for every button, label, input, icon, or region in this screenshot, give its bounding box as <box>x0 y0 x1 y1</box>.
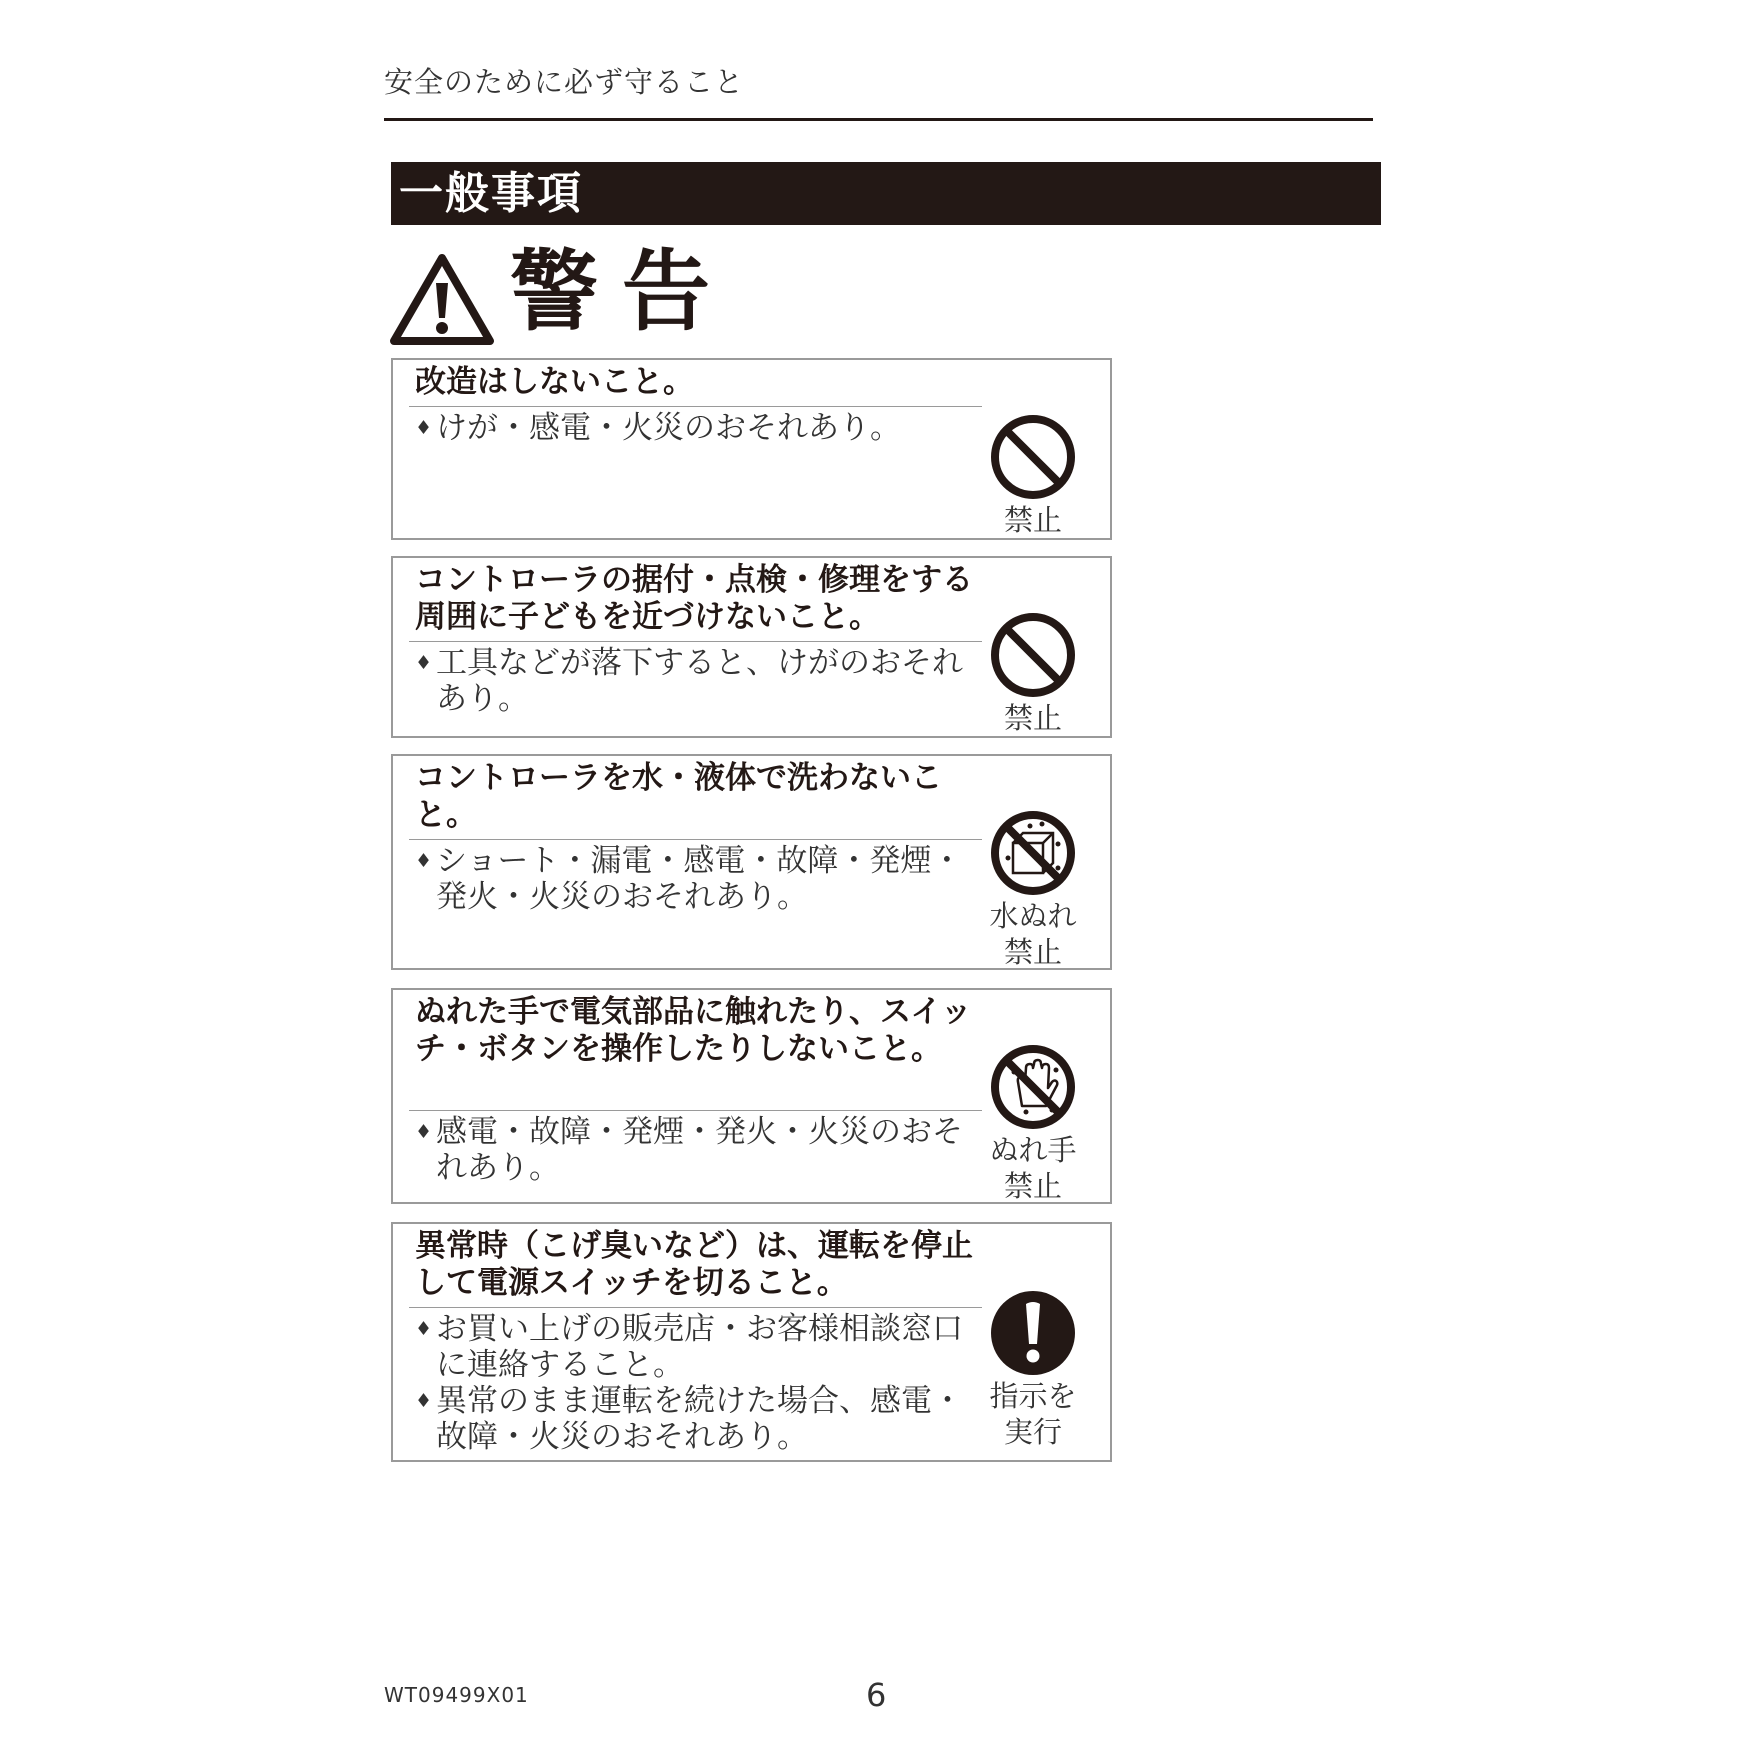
page-header: 安全のために必ず守ること <box>384 65 745 99</box>
document-code: WT09499X01 <box>384 1683 529 1707</box>
no-water-icon <box>990 810 1076 896</box>
symbol-caption: 水ぬれ 禁止 <box>989 899 1077 969</box>
warning-item <box>391 754 1112 970</box>
symbol <box>973 1290 1093 1450</box>
item-title: 改造はしないこと。 <box>415 364 694 400</box>
bullet-item: ♦ 感電・故障・発煙・発火・火災のおそれあり。 <box>415 1114 985 1186</box>
item-divider <box>409 641 982 642</box>
item-bullets <box>415 1311 985 1455</box>
section-bar <box>391 162 1381 225</box>
symbol-caption: 禁止 <box>1003 503 1062 537</box>
item-title: 異常時（こげ臭いなど）は、運転を停止して電源スイッチを切ること。 <box>415 1228 973 1301</box>
item-divider <box>409 1307 982 1308</box>
warning-label: 警告 <box>510 240 735 343</box>
item-bullets <box>415 843 985 915</box>
item-bullets <box>415 1114 985 1186</box>
warning-heading <box>386 240 786 348</box>
page-number: 6 <box>866 1676 887 1714</box>
prohibition-icon <box>990 612 1076 698</box>
item-divider <box>409 1110 982 1111</box>
warning-triangle-icon <box>388 252 496 348</box>
bullet-item: ♦ ショート・漏電・感電・故障・発煙・発火・火災のおそれあり。 <box>415 843 985 915</box>
item-title: コントローラの据付・点検・修理をする周囲に子どもを近づけないこと。 <box>415 562 973 635</box>
warning-item <box>391 1222 1112 1462</box>
bullet-item: ♦ お買い上げの販売店・お客様相談窓口に連絡すること。 <box>415 1311 985 1383</box>
item-bullets <box>415 645 985 717</box>
bullet-item: ♦ 工具などが落下すると、けがのおそれあり。 <box>415 645 985 717</box>
section-title: 一般事項 <box>399 168 583 219</box>
warning-item <box>391 358 1112 540</box>
item-title: ぬれた手で電気部品に触れたり、スイッチ・ボタンを操作したりしないこと。 <box>415 994 972 1067</box>
symbol-caption: 禁止 <box>1003 701 1062 735</box>
symbol <box>973 612 1093 736</box>
header-rule <box>384 118 1373 121</box>
symbol <box>973 810 1093 970</box>
warning-item <box>391 988 1112 1204</box>
bullet-item: ♦ けが・感電・火災のおそれあり。 <box>415 410 985 446</box>
item-title: コントローラを水・液体で洗わないこと。 <box>415 760 942 833</box>
symbol-caption: 指示を 実行 <box>989 1379 1077 1449</box>
item-divider <box>409 839 982 840</box>
item-divider <box>409 406 982 407</box>
symbol <box>973 1044 1093 1204</box>
item-bullets <box>415 410 985 446</box>
warning-item <box>391 556 1112 738</box>
symbol-caption: ぬれ手 禁止 <box>989 1133 1077 1203</box>
bullet-item: ♦ 異常のまま運転を続けた場合、感電・故障・火災のおそれあり。 <box>415 1383 985 1455</box>
no-wet-hands-icon <box>990 1044 1076 1130</box>
mandatory-action-icon <box>990 1290 1076 1376</box>
prohibition-icon <box>990 414 1076 500</box>
symbol <box>973 414 1093 538</box>
